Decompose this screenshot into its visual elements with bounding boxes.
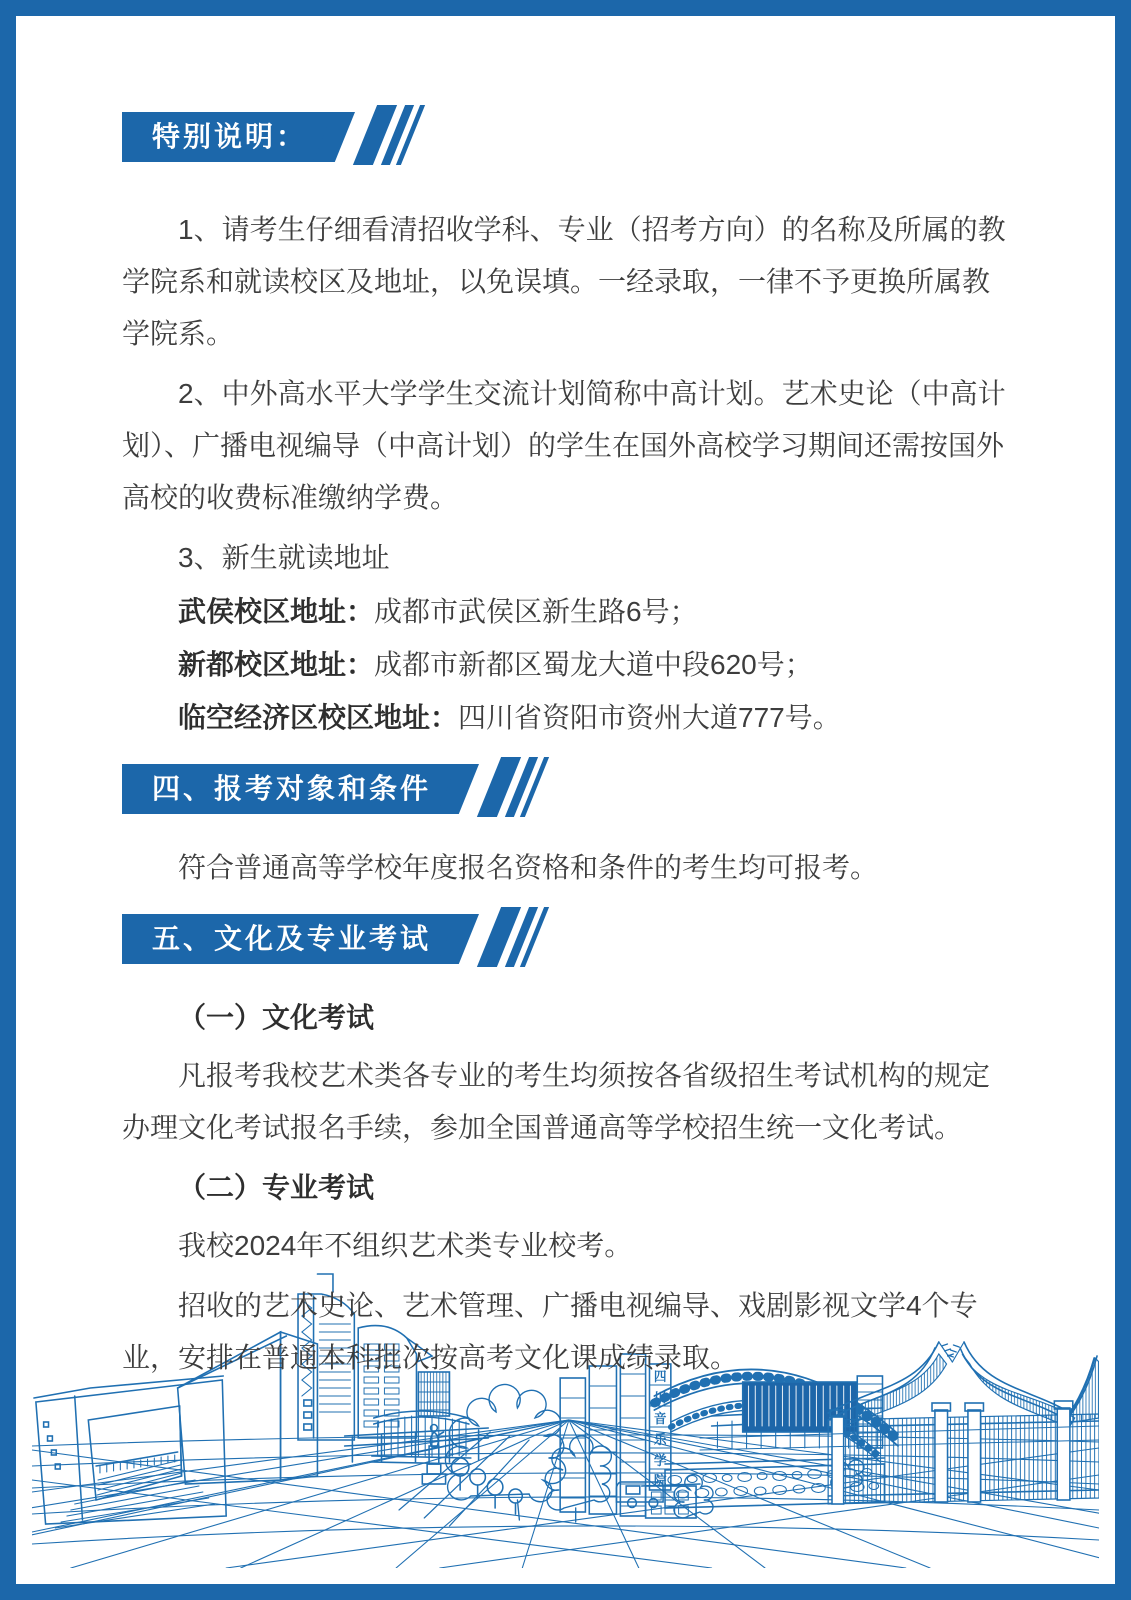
- address-label: 临空经济区校区地址：: [178, 702, 459, 733]
- subsection-title: （二）专业考试: [178, 1172, 375, 1203]
- svg-text:音: 音: [653, 1410, 667, 1427]
- page-content: [16, 16, 1115, 1384]
- paragraph: 2、中外高水平大学学生交流计划简称中高计划。艺术史论（中高计划）、广播电视编导（中高计划）的学生在国外高校学习期间还需按国外高校的收费标准缴纳学费。: [122, 378, 1006, 513]
- svg-text:川: 川: [653, 1389, 667, 1406]
- badge-label: 四、报考对象和条件: [122, 764, 457, 814]
- section-five-body: [122, 992, 1011, 1384]
- special-notes-body: [122, 204, 1011, 744]
- paragraph: 招收的艺术史论、艺术管理、广播电视编导、戏剧影视文学4个专业，安排在普通本科批次按高考文化课成绩录取。: [122, 1290, 978, 1373]
- svg-text:乐: 乐: [653, 1431, 667, 1448]
- address-label: 武侯校区地址：: [178, 596, 375, 627]
- badge-label: 特别说明：: [122, 112, 333, 162]
- svg-text:四: 四: [653, 1368, 667, 1385]
- subsection-title: （一）文化考试: [178, 1002, 375, 1033]
- paragraph: 符合普通高等学校年度报名资格和条件的考生均可报考。: [178, 852, 879, 883]
- svg-text:学: 学: [653, 1452, 667, 1469]
- address-line: [122, 586, 1011, 638]
- paragraph: 1、请考生仔细看清招收学科、专业（招考方向）的名称及所属的教学院系和就读校区及地址，以免误填。一经录取，一律不予更换所属教学院系。: [122, 214, 1006, 349]
- paragraph: 我校2024年不组织艺术类专业校考。: [178, 1230, 633, 1261]
- address-line: [122, 692, 1011, 744]
- paragraph: 凡报考我校艺术类各专业的考生均须按各省级招生考试机构的规定办理文化考试报名手续，参加全国普通高等学校招生统一文化考试。: [122, 1060, 991, 1143]
- svg-text:院: 院: [653, 1472, 667, 1489]
- address-value: 成都市新都区蜀龙大道中段620号；: [374, 649, 813, 680]
- section-badge-five: [122, 914, 1011, 964]
- address-value: 成都市武侯区新生路6号；: [374, 596, 698, 627]
- section-four-body: [122, 842, 1011, 894]
- section-badge-four: [122, 764, 1011, 814]
- section-badge-special-notes: [122, 112, 1011, 162]
- address-line: [122, 639, 1011, 691]
- address-value: 四川省资阳市资州大道777号。: [458, 702, 841, 733]
- paragraph: 3、新生就读地址: [178, 542, 390, 573]
- address-label: 新都校区地址：: [178, 649, 375, 680]
- badge-label: 五、文化及专业考试: [122, 914, 457, 964]
